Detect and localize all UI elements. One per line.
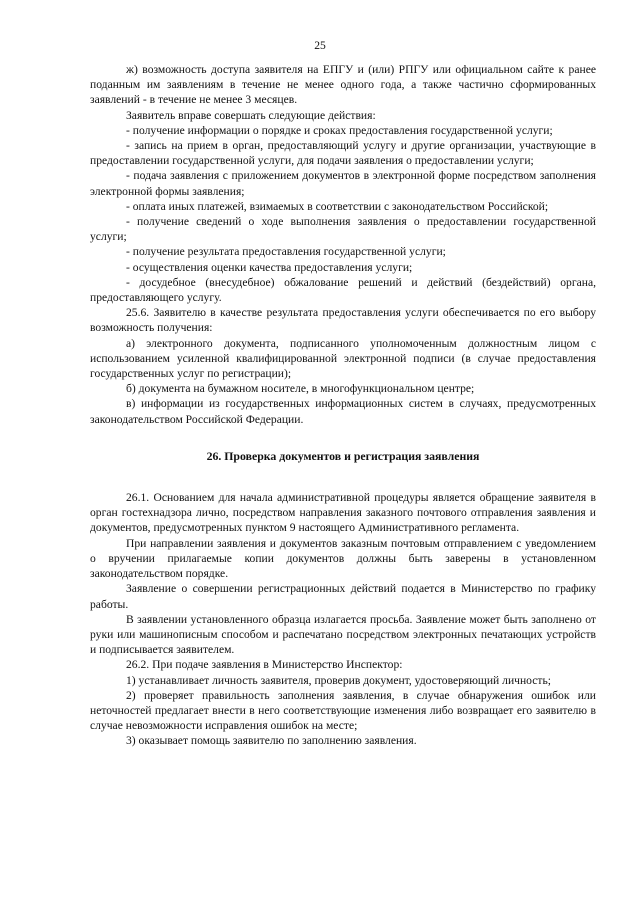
list-item: - подача заявления с приложением документов в электронной форме посредством заполнения электронной формы заявления; [90, 169, 596, 198]
paragraph: 26.2. При подаче заявления в Министерство Инспектор: [126, 658, 403, 672]
page-number: 25 [314, 39, 326, 52]
paragraph: Заявление о совершении регистрационных действий подается в Министерство по графику работы. [90, 582, 596, 611]
list-item: - получение результата предоставления государственной услуги; [126, 245, 446, 259]
paragraph: В заявлении установленного образца излагается просьба. Заявление может быть заполнено от руки или машинописным способом и распечатано посредством электронных печатающих устройств и подписывается заявителем. [90, 612, 596, 657]
list-item: - досудебное (внесудебное) обжалование решений и действий (бездействий) органа, предоставляющего услугу. [90, 275, 596, 305]
list-item: - запись на прием в орган, предоставляющий услугу и другие организации, участвующие в предоставлении государственной услуги, для подачи заявления о предоставлении услуги; [90, 139, 596, 168]
list-item: б) документа на бумажном носителе, в многофункциональном центре; [126, 382, 475, 396]
list-item: 3) оказывает помощь заявителю по заполнению заявления. [126, 734, 417, 748]
paragraph: При направлении заявления и документов заказным почтовым отправлением с уведомлением о вручении прилагаемые копии документов должны быть заверены в установленном законодательством порядке. [90, 536, 596, 581]
list-item: - оплата иных платежей, взимаемых в соответствии с законодательством Российской; [126, 199, 549, 213]
list-item: 2) проверяет правильность заполнения заявления, в случае обнаружения ошибок или неточностей предлагает внести в него соответствующие изменения либо возвращает его заявителю в случае невозможности исправления ошибок на месте; [90, 688, 596, 733]
paragraph: Заявитель вправе совершать следующие действия: [126, 108, 376, 122]
paragraph: 26.1. Основанием для начала административной процедуры является обращение заявителя в орган гостехнадзора лично, посредством направления заказного почтового отправления заявления и документов, предусмотренных пунктом 9 настоящего Административного регламента. [90, 491, 596, 535]
document-body [90, 62, 596, 749]
section-heading: 26. Проверка документов и регистрация заявления [206, 448, 480, 463]
list-item: а) электронного документа, подписанного уполномоченным должностным лицом с использованием усиленной квалифицированной электронной подписи (в случае предоставления государственных услуг по регистрации); [90, 336, 596, 381]
list-item: 1) устанавливает личность заявителя, проверив документ, удостоверяющий личность; [126, 673, 551, 687]
list-item: - осуществления оценки качества предоставления услуги; [126, 260, 413, 274]
list-item: в) информации из государственных информационных систем в случаях, предусмотренных законодательством Российской Федерации. [90, 397, 596, 426]
list-item: - получение сведений о ходе выполнения заявления о предоставлении государственной услуги; [90, 215, 596, 244]
paragraph: 25.6. Заявителю в качестве результата предоставления услуги обеспечивается по его выбору возможность получения: [90, 306, 596, 335]
list-item: - получение информации о порядке и сроках предоставления государственной услуги; [126, 123, 553, 137]
paragraph: ж) возможность доступа заявителя на ЕПГУ и (или) РПГУ или официальном сайте к ранее поданным им заявлениям в течение не менее одного года, а также частично сформированных заявлений - в течение не менее 3 месяцев. [90, 63, 596, 107]
